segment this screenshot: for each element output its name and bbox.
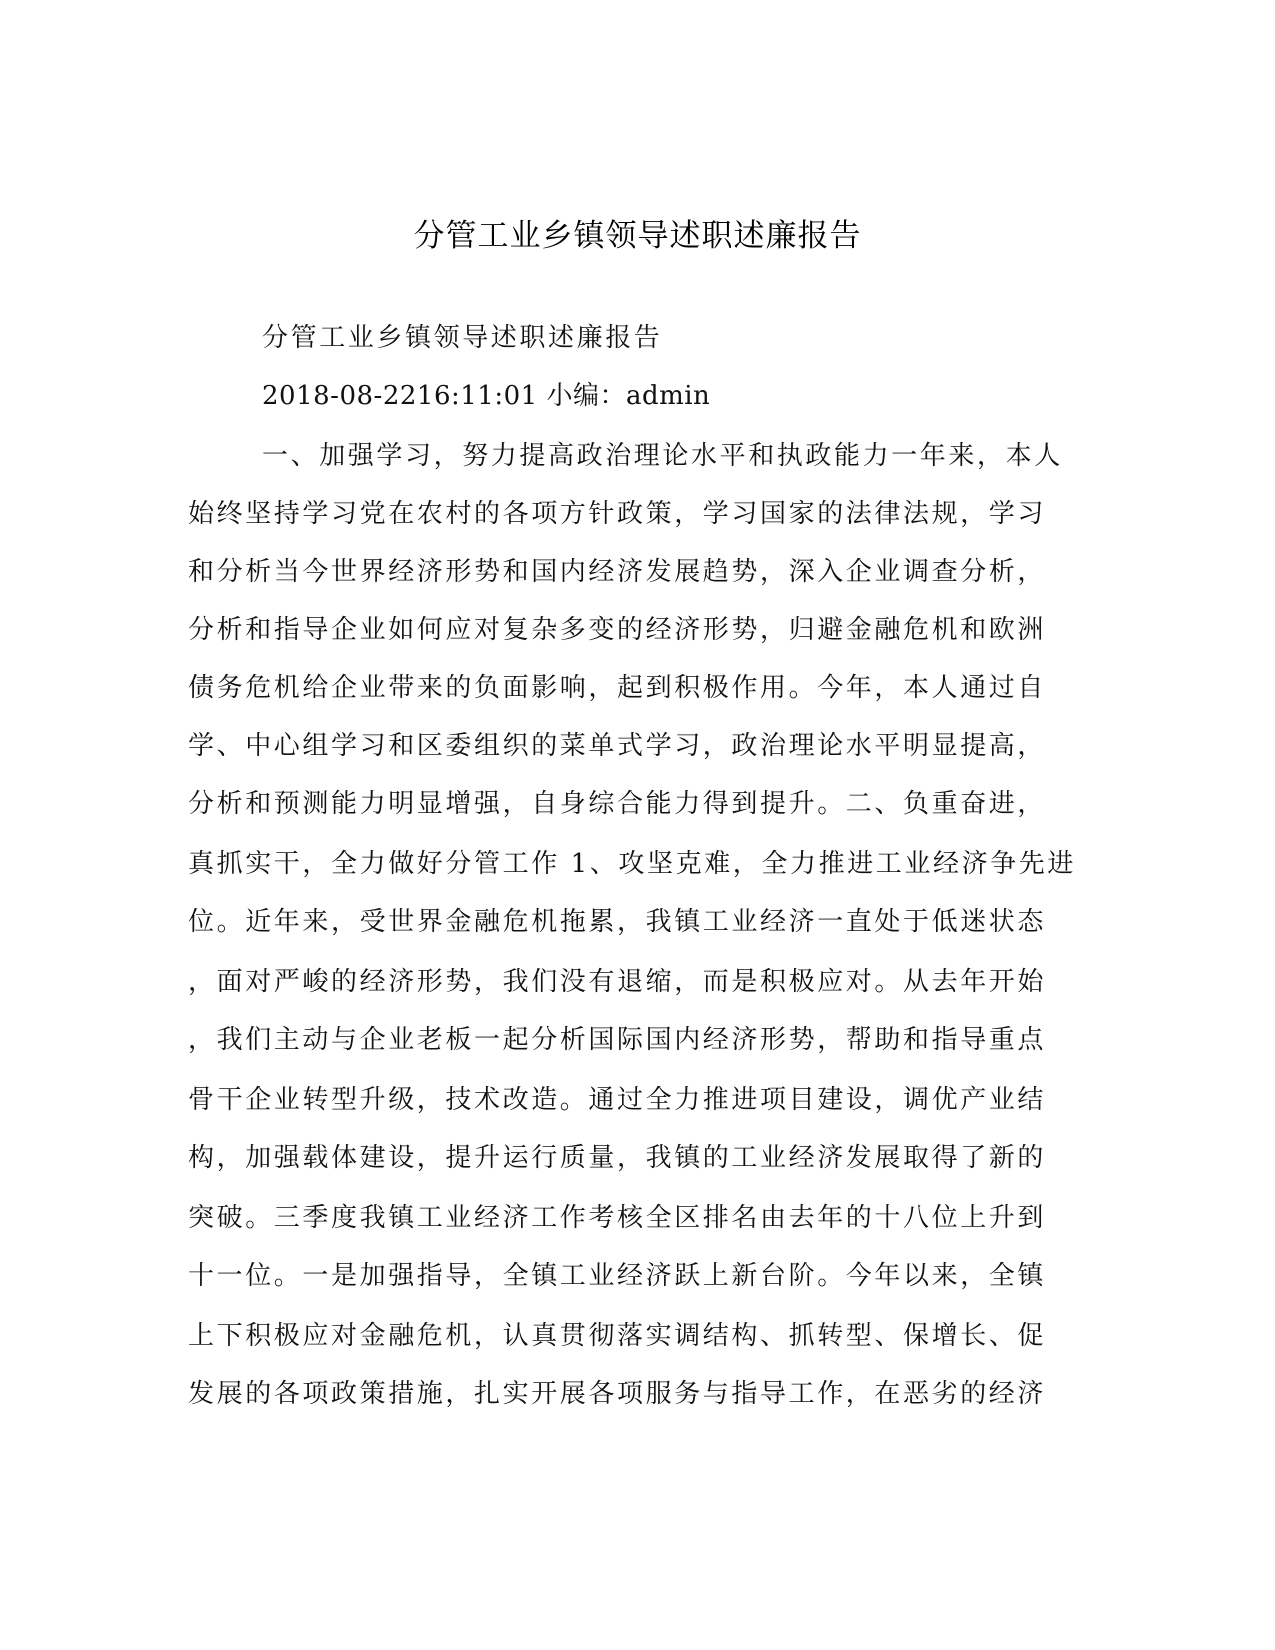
body-line: 和分析当今世界经济形势和国内经济发展趋势，深入企业调查分析， [188, 557, 1047, 587]
body-line: 分析和预测能力明显增强，自身综合能力得到提升。二、负重奋进， [188, 789, 1047, 819]
document-title: 分管工业乡镇领导述职述廉报告 [413, 218, 862, 254]
body-line: 分析和指导企业如何应对复杂多变的经济形势，归避金融危机和欧洲 [188, 615, 1047, 645]
body-line: 学、中心组学习和区委组织的菜单式学习，政治理论水平明显提高， [188, 731, 1047, 761]
body-line: ，面对严峻的经济形势，我们没有退缩，而是积极应对。从去年开始 [188, 967, 1047, 997]
body-line: 始终坚持学习党在农村的各项方针政策，学习国家的法律法规，学习 [188, 499, 1047, 529]
body-line: 十一位。一是加强指导，全镇工业经济跃上新台阶。今年以来，全镇 [188, 1261, 1047, 1291]
body-line: 债务危机给企业带来的负面影响，起到积极作用。今年，本人通过自 [188, 673, 1047, 703]
body-line: 骨干企业转型升级，技术改造。通过全力推进项目建设，调优产业结 [188, 1085, 1047, 1115]
body-line: 位。近年来，受世界金融危机拖累，我镇工业经济一直处于低迷状态 [188, 907, 1047, 937]
body-line: 上下积极应对金融危机，认真贯彻落实调结构、抓转型、保增长、促 [188, 1321, 1047, 1351]
body-line: 发展的各项政策措施，扎实开展各项服务与指导工作，在恶劣的经济 [188, 1379, 1047, 1409]
body-line: 真抓实干，全力做好分管工作 1、攻坚克难，全力推进工业经济争先进 [188, 849, 1077, 879]
body-line: 构，加强载体建设，提升运行质量，我镇的工业经济发展取得了新的 [188, 1143, 1047, 1173]
document-meta: 2018-08-2216:11:01 小编：admin [262, 381, 711, 411]
body-line: ，我们主动与企业老板一起分析国际国内经济形势，帮助和指导重点 [188, 1025, 1047, 1055]
body-line: 一、加强学习，努力提高政治理论水平和执政能力一年来，本人 [262, 441, 1063, 471]
body-line: 突破。三季度我镇工业经济工作考核全区排名由去年的十八位上升到 [188, 1203, 1047, 1233]
document-subtitle: 分管工业乡镇领导述职述廉报告 [262, 323, 663, 353]
